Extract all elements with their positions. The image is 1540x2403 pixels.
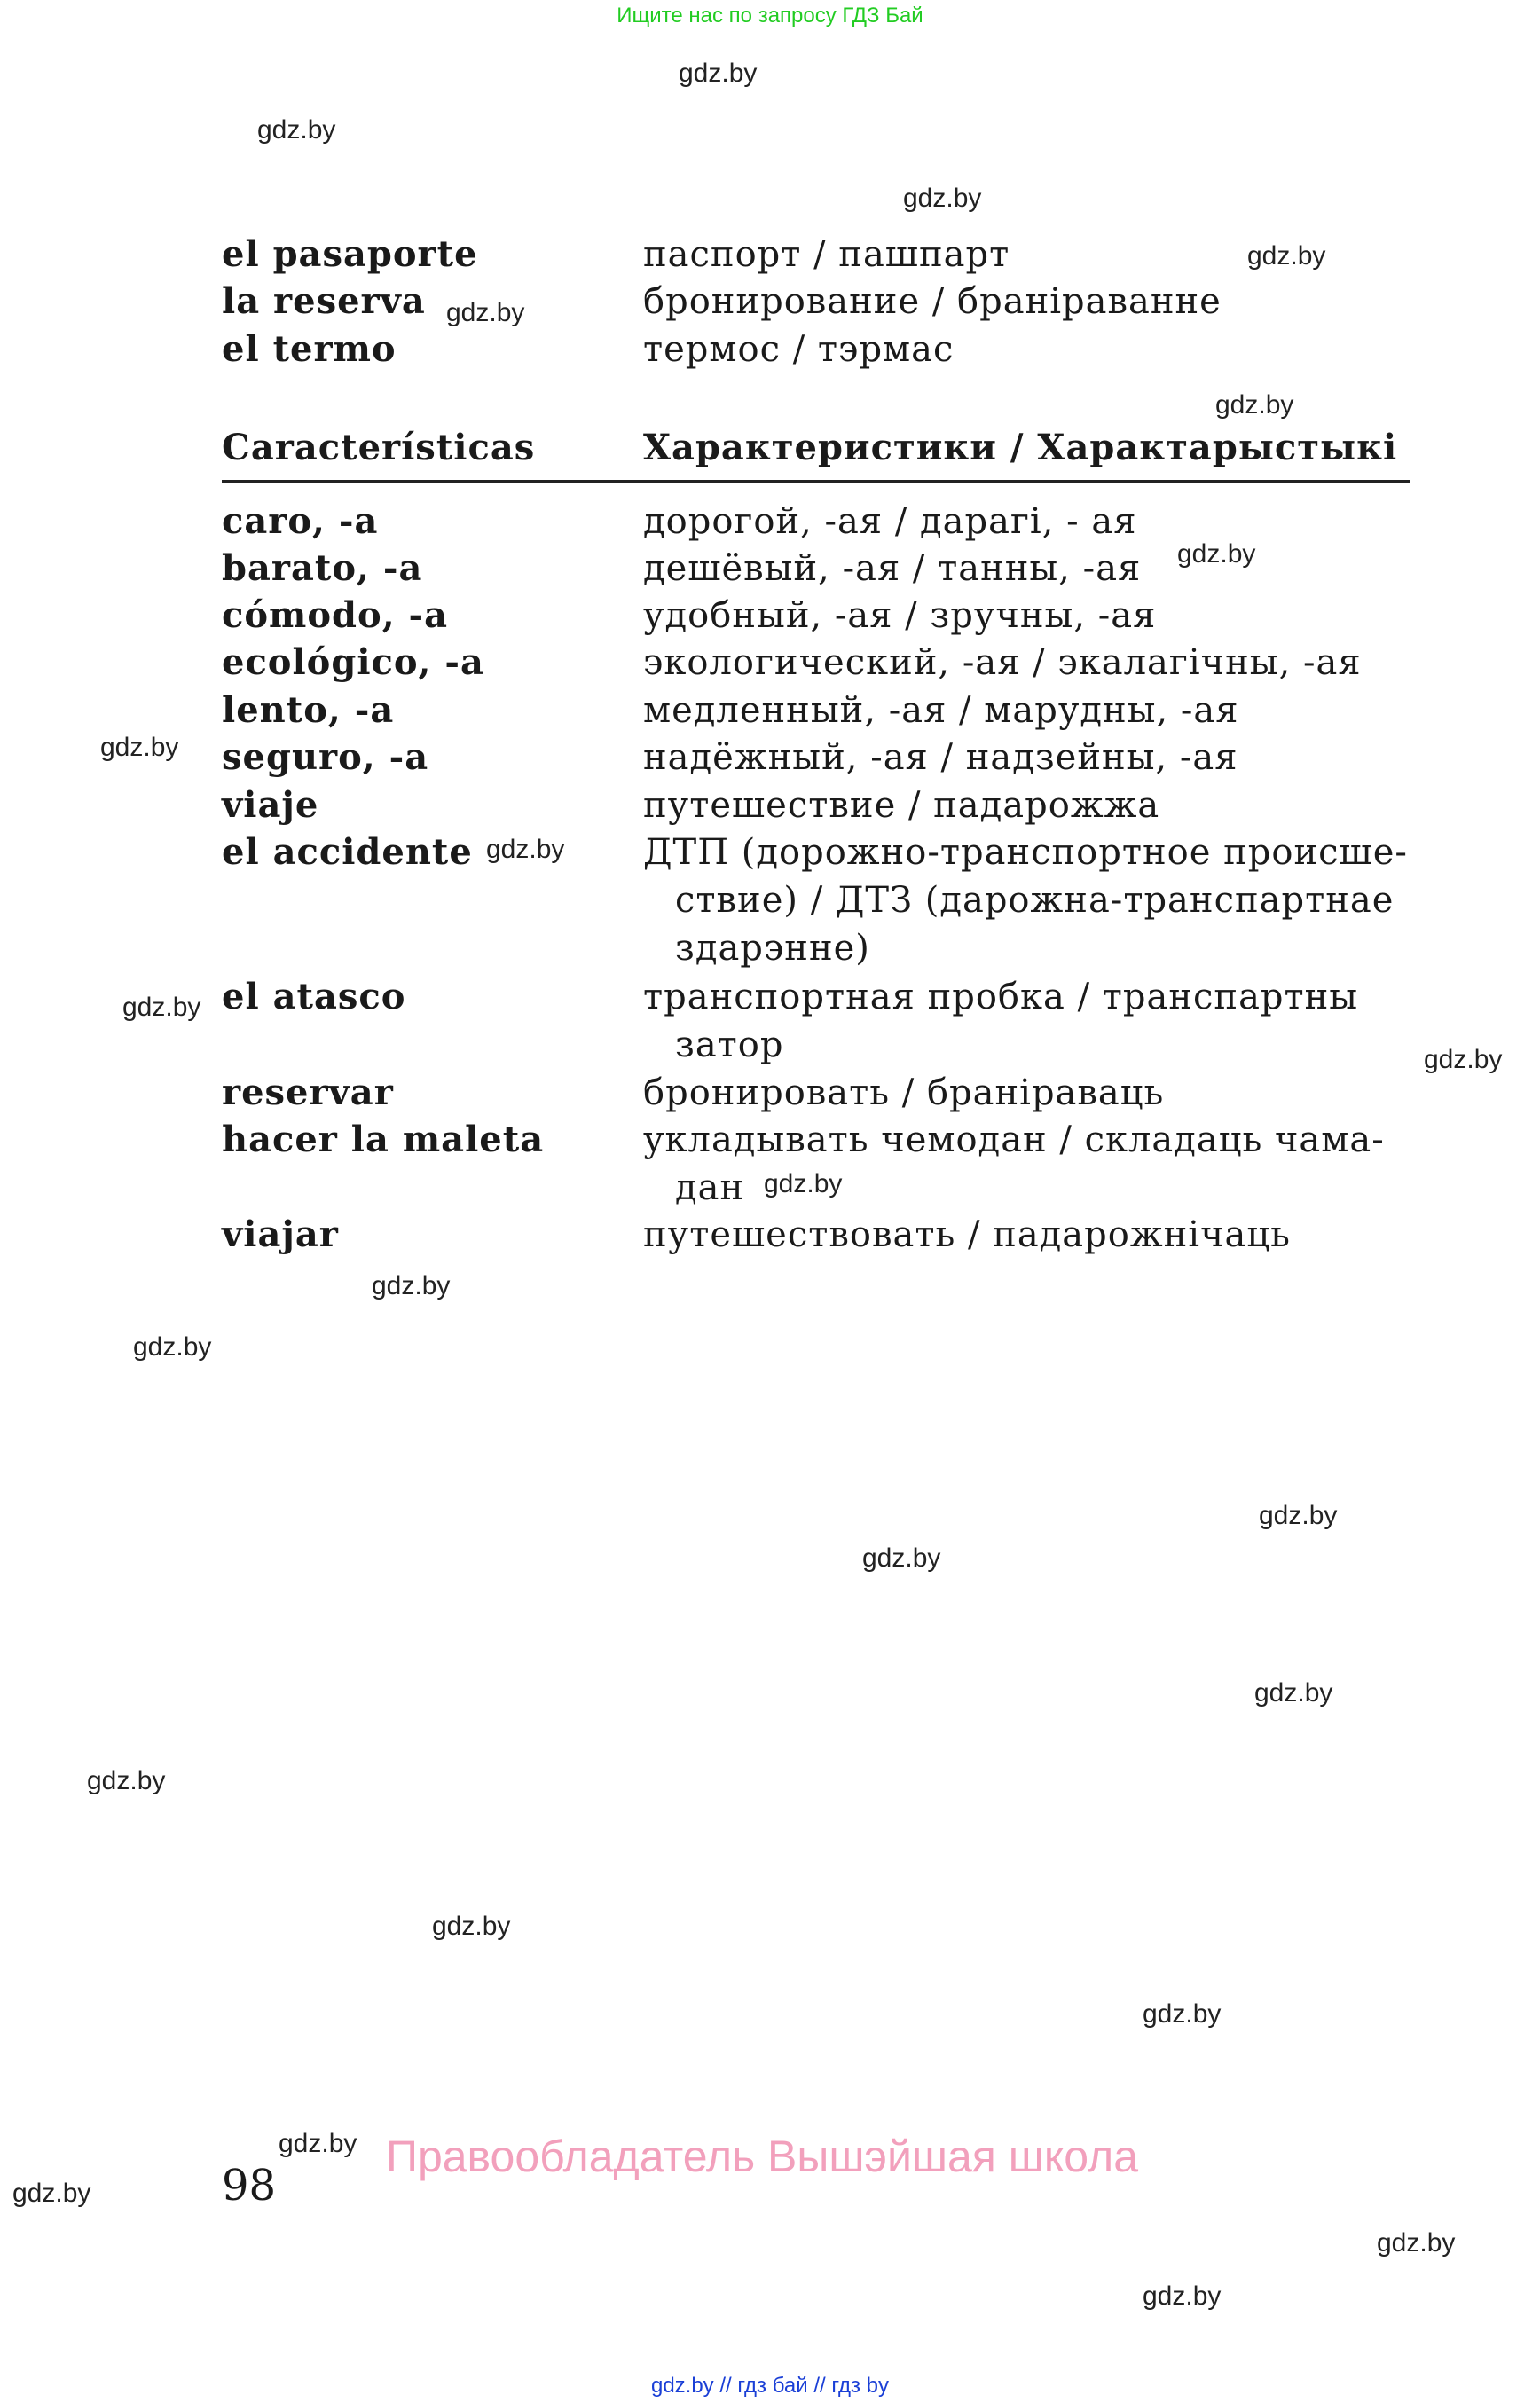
- watermark: gdz.by: [486, 835, 565, 864]
- footer-links[interactable]: gdz.by // гдз бай // гдз by: [650, 2374, 890, 2398]
- spanish-term: caro, -a: [222, 500, 379, 542]
- watermark: gdz.by: [1247, 241, 1326, 271]
- watermark: gdz.by: [1143, 1999, 1222, 2029]
- spanish-term: lento, -a: [222, 689, 395, 731]
- watermark: gdz.by: [446, 298, 525, 327]
- watermark: gdz.by: [133, 1332, 212, 1362]
- watermark: gdz.by: [87, 1766, 166, 1795]
- translation: [643, 1116, 1410, 1212]
- spanish-term: la reserva: [222, 280, 426, 322]
- translation: путешествие / падарожжа: [643, 785, 1160, 826]
- watermark: gdz.by: [279, 2129, 358, 2158]
- translation: путешествовать / падарожнічаць: [643, 1214, 1291, 1255]
- translation-line: ДТП (дорожно-транспортное происше-: [643, 832, 1408, 873]
- translation: [643, 973, 1410, 1069]
- translation: медленный, -ая / марудны, -ая: [643, 690, 1239, 731]
- spanish-term: el accidente: [222, 831, 473, 873]
- watermark: gdz.by: [372, 1271, 451, 1300]
- translation: термос / тэрмас: [643, 329, 955, 370]
- spanish-term: barato, -a: [222, 547, 423, 589]
- translation-line: затор: [675, 1025, 784, 1065]
- watermark: gdz.by: [122, 993, 201, 1022]
- spanish-term: el pasaporte: [222, 233, 478, 275]
- spanish-term: el termo: [222, 328, 397, 370]
- translation: дорогой, -ая / дарагі, - ая: [643, 501, 1137, 542]
- watermark: gdz.by: [764, 1169, 843, 1198]
- spanish-term: el atasco: [222, 976, 406, 1017]
- watermark: gdz.by: [1143, 2281, 1222, 2311]
- spanish-term: viaje: [222, 784, 319, 826]
- header-divider: [222, 480, 1410, 483]
- translation-line: укладывать чемодан / складаць чама-: [643, 1119, 1385, 1160]
- copyright-notice: Правообладатель Вышэйшая школа: [386, 2132, 1138, 2181]
- page-number: 98: [222, 2161, 277, 2211]
- top-banner[interactable]: Ищите нас по запросу ГДЗ Бай: [617, 4, 923, 27]
- translation-line: дан: [675, 1167, 745, 1208]
- translation: бронирование / браніраванне: [643, 281, 1222, 322]
- watermark: gdz.by: [100, 733, 179, 762]
- watermark: gdz.by: [1259, 1501, 1338, 1530]
- watermark: gdz.by: [1424, 1045, 1503, 1074]
- translation: дешёвый, -ая / танны, -ая: [643, 548, 1142, 589]
- watermark: gdz.by: [862, 1543, 941, 1573]
- translation: удобный, -ая / зручны, -ая: [643, 595, 1157, 636]
- spanish-term: hacer la maleta: [222, 1119, 545, 1160]
- spanish-term: cómodo, -a: [222, 594, 449, 636]
- watermark: gdz.by: [1177, 539, 1256, 569]
- spanish-term: ecológico, -a: [222, 641, 484, 683]
- watermark: gdz.by: [1215, 390, 1294, 420]
- spanish-term: seguro, -a: [222, 736, 429, 778]
- translation-line: ствие) / ДТЗ (дарожна-транспартнае: [675, 880, 1395, 921]
- header-spanish: Características: [222, 427, 536, 468]
- watermark: gdz.by: [257, 115, 336, 145]
- watermark: gdz.by: [903, 184, 982, 213]
- watermark: gdz.by: [679, 59, 758, 88]
- translation: экологический, -ая / экалагічны, -ая: [643, 642, 1362, 683]
- watermark: gdz.by: [1254, 1678, 1333, 1708]
- header-translation: Характеристики / Характарыстыкі: [643, 427, 1398, 468]
- watermark: gdz.by: [432, 1912, 511, 1941]
- translation-line: транспортная пробка / транспартны: [643, 977, 1359, 1017]
- translation: паспорт / пашпарт: [643, 234, 1010, 275]
- translation: бронировать / браніраваць: [643, 1072, 1165, 1113]
- translation-line: здарэнне): [675, 928, 870, 969]
- spanish-term: reservar: [222, 1072, 394, 1113]
- spanish-term: viajar: [222, 1213, 339, 1255]
- watermark: gdz.by: [1377, 2228, 1456, 2258]
- translation: [643, 828, 1410, 972]
- watermark: gdz.by: [12, 2179, 91, 2208]
- translation: надёжный, -ая / надзейны, -ая: [643, 737, 1238, 778]
